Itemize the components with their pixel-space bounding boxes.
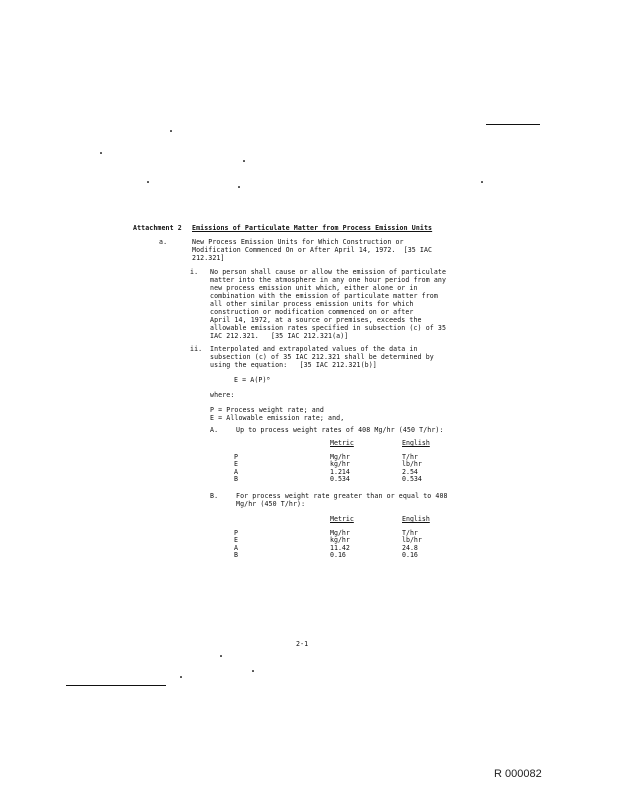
- table-cell: [234, 440, 330, 448]
- scan-speck: [220, 655, 222, 657]
- scan-speck: [100, 152, 102, 154]
- item-1-line: No person shall cause or allow the emission of particulate: [210, 268, 447, 276]
- table-cell: 0.534: [330, 475, 350, 484]
- table-cell: lb/hr: [402, 536, 422, 545]
- item-2-line: using the equation: [35 IAC 212.321(b)]: [210, 361, 377, 369]
- scan-speck: [243, 160, 245, 162]
- item-1-line: combination with the emission of particulate matter from: [210, 292, 438, 300]
- item-1-marker: i.: [190, 268, 199, 276]
- attachment-title: Emissions of Particulate Matter from Process Emission Units: [192, 224, 433, 232]
- table-cell: T/hr: [402, 452, 418, 461]
- table-cell: Mg/hr: [330, 528, 350, 537]
- scan-speck: [238, 186, 240, 188]
- footer-rule: [66, 685, 166, 686]
- column-header-english: English: [402, 439, 430, 447]
- table-cell: kg/hr: [330, 460, 350, 469]
- table-cell: lb/hr: [402, 460, 422, 469]
- table-cell: 11.42: [330, 543, 350, 552]
- table-cell: 0.534: [402, 475, 422, 484]
- table-header: [234, 440, 430, 448]
- scan-speck: [170, 130, 172, 132]
- table-cell: B: [234, 551, 238, 560]
- table-cell: A: [234, 543, 238, 552]
- section-a-line: New Process Emission Units for Which Construction or: [192, 238, 404, 246]
- scan-speck: [180, 676, 182, 678]
- attachment-label: Attachment 2: [133, 224, 182, 232]
- table-row: [234, 552, 430, 560]
- table-row: [234, 476, 430, 484]
- column-header-metric: Metric: [330, 439, 354, 447]
- item-1-line: construction or modification commenced on or after: [210, 308, 414, 316]
- table-cell: 1.214: [330, 467, 350, 476]
- subitem-b-line: For process weight rate greater than or equal to 408: [236, 492, 448, 500]
- table-cell: A: [234, 467, 238, 476]
- table-header: [234, 516, 430, 524]
- subitem-a-text: Up to process weight rates of 408 Mg/hr (450 T/hr):: [236, 426, 444, 434]
- definition-e: E = Allowable emission rate; and,: [210, 414, 345, 422]
- subitem-a-marker: A.: [210, 426, 219, 434]
- column-header-metric: Metric: [330, 515, 354, 523]
- item-1-line: matter into the atmosphere in any one hour period from any: [210, 276, 447, 284]
- subitem-b-marker: B.: [210, 492, 219, 500]
- table-cell: P: [234, 528, 238, 537]
- section-a-line: Modification Commenced On or After April 14, 1972. [35 IAC: [192, 246, 433, 254]
- where-label: where:: [210, 391, 235, 399]
- table-cell: 2.54: [402, 467, 418, 476]
- item-2-marker: ii.: [190, 345, 203, 353]
- item-2-line: Interpolated and extrapolated values of the data in: [210, 345, 418, 353]
- table-cell: P: [234, 452, 238, 461]
- scan-speck: [252, 670, 254, 672]
- bates-number: R 000082: [494, 768, 542, 780]
- table-cell: T/hr: [402, 528, 418, 537]
- page-number: 2-1: [296, 640, 309, 648]
- table-cell: 0.16: [330, 551, 346, 560]
- definition-p: P = Process weight rate; and: [210, 406, 324, 414]
- table-cell: E: [234, 460, 238, 469]
- section-a-line: 212.321]: [192, 254, 225, 262]
- header-rule: [486, 124, 540, 125]
- table-cell: 0.16: [402, 551, 418, 560]
- table-cell: kg/hr: [330, 536, 350, 545]
- subitem-b-line: Mg/hr (450 T/hr):: [236, 500, 306, 508]
- table-cell: B: [234, 475, 238, 484]
- table-cell: E: [234, 536, 238, 545]
- constants-table-b: [234, 516, 430, 560]
- emission-equation: E = A(P)ᴮ: [234, 376, 271, 384]
- scan-speck: [147, 181, 149, 183]
- item-1-line: allowable emission rates specified in subsection (c) of 35: [210, 324, 447, 332]
- section-a-marker: a.: [159, 238, 168, 246]
- scan-speck: [481, 181, 483, 183]
- item-1-line: all other similar process emission units for which: [210, 300, 414, 308]
- table-cell: [234, 516, 330, 524]
- table-cell: 24.8: [402, 543, 418, 552]
- item-1-line: IAC 212.321. [35 IAC 212.321(a)]: [210, 332, 349, 340]
- constants-table-a: [234, 440, 430, 484]
- column-header-english: English: [402, 515, 430, 523]
- item-2-line: subsection (c) of 35 IAC 212.321 shall be determined by: [210, 353, 434, 361]
- table-cell: Mg/hr: [330, 452, 350, 461]
- item-1-line: April 14, 1972, at a source or premises, exceeds the: [210, 316, 422, 324]
- item-1-line: new process emission unit which, either alone or in: [210, 284, 418, 292]
